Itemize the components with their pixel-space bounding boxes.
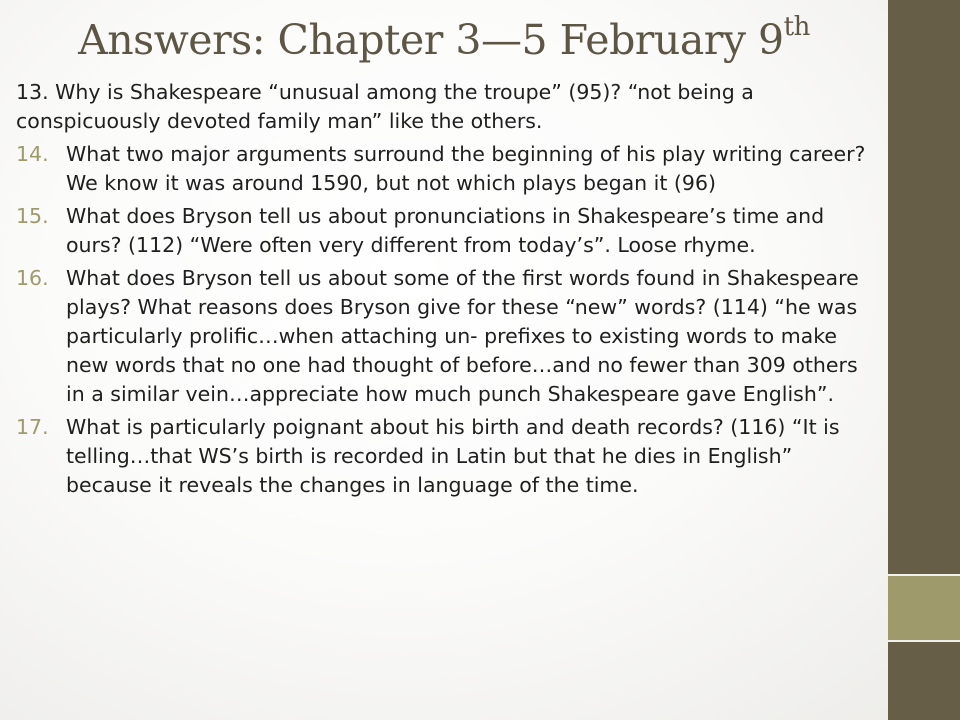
question-13-paragraph: 13. Why is Shakespeare “unusual among the troupe” (95)? “not being a conspicuously devoted family man” like the others. (16, 80, 754, 133)
question-text: What is particularly poignant about his birth and death records? (116) “It is telling…that WS’s birth is recorded in Latin but that he dies in English” because it reveals the changes in language of the time. (66, 415, 840, 497)
question-item-16 (16, 264, 882, 409)
decorative-sidebar (888, 0, 960, 720)
question-number: 15. (16, 204, 49, 228)
question-item-15 (16, 202, 882, 260)
question-number: 14. (16, 142, 49, 166)
sidebar-band-accent (888, 576, 960, 640)
sidebar-band-bottom (888, 642, 960, 720)
question-number: 16. (16, 266, 49, 290)
slide-title-superscript: th (783, 12, 810, 43)
slide-body (16, 78, 882, 504)
slide-title-text: Answers: Chapter 3—5 February 9 (78, 16, 784, 64)
question-text: What does Bryson tell us about some of the first words found in Shakespeare plays? What reasons does Bryson give for these “new” words? (114) “he was particularly prolific…when attaching un- prefixes to existing words to make new words that no one had thought of before…and no fewer than 309 others in a similar vein…appreciate how much punch Shakespeare gave English”. (66, 266, 859, 406)
question-item-14 (16, 140, 882, 198)
question-text: What two major arguments surround the beginning of his play writing career? We know it was around 1590, but not which plays began it (96) (66, 142, 866, 195)
question-number: 17. (16, 415, 49, 439)
question-item-17 (16, 413, 882, 500)
slide-title (0, 12, 888, 68)
question-list (16, 140, 882, 500)
question-text: What does Bryson tell us about pronunciations in Shakespeare’s time and ours? (112) “Were often very different from today’s”. Loose rhyme. (66, 204, 825, 257)
sidebar-band-top (888, 0, 960, 574)
